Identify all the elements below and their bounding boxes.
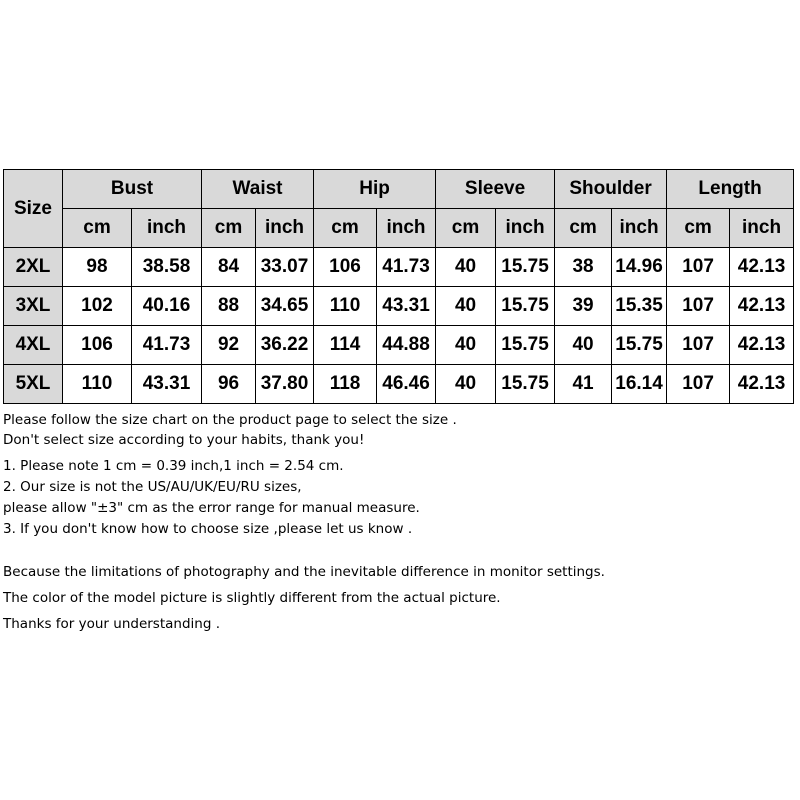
measurement-cell: 33.07 <box>256 248 314 287</box>
measurement-cell: 40 <box>436 248 496 287</box>
note-list-item: 1. Please note 1 cm = 0.39 inch,1 inch = 2.54 cm. <box>3 458 344 474</box>
unit-header-inch: inch <box>256 209 314 248</box>
measurement-cell: 106 <box>63 326 132 365</box>
measurement-cell: 38.58 <box>132 248 202 287</box>
group-header-row <box>4 170 794 209</box>
measurement-cell: 42.13 <box>730 326 794 365</box>
measurement-cell: 39 <box>555 287 612 326</box>
measurement-cell: 107 <box>667 326 730 365</box>
waist-header: Waist <box>202 170 314 209</box>
measurement-cell: 42.13 <box>730 365 794 404</box>
size-notes <box>3 410 793 637</box>
bust-header: Bust <box>63 170 202 209</box>
measurement-cell: 43.31 <box>132 365 202 404</box>
size-column-header: Size <box>4 170 63 248</box>
measurement-cell: 36.22 <box>256 326 314 365</box>
table-row <box>4 248 794 287</box>
note-line: Don't select size according to your habits, thank you! <box>3 432 365 448</box>
measurement-cell: 44.88 <box>377 326 436 365</box>
measurement-cell: 40 <box>436 287 496 326</box>
unit-header-cm: cm <box>555 209 612 248</box>
note-list-item: 3. If you don't know how to choose size ,please let us know . <box>3 521 413 537</box>
hip-header: Hip <box>314 170 436 209</box>
measurement-cell: 118 <box>314 365 377 404</box>
measurement-cell: 110 <box>63 365 132 404</box>
measurement-cell: 40 <box>436 326 496 365</box>
table-row <box>4 287 794 326</box>
measurement-cell: 42.13 <box>730 287 794 326</box>
measurement-cell: 88 <box>202 287 256 326</box>
measurement-cell: 15.75 <box>496 326 555 365</box>
disclaimer-line: Because the limitations of photography and the inevitable difference in monitor settings. <box>3 564 605 580</box>
measurement-cell: 41.73 <box>377 248 436 287</box>
disclaimer-line: The color of the model picture is slightly different from the actual picture. <box>3 590 501 606</box>
measurement-cell: 38 <box>555 248 612 287</box>
measurement-cell: 43.31 <box>377 287 436 326</box>
measurement-cell: 34.65 <box>256 287 314 326</box>
measurement-cell: 92 <box>202 326 256 365</box>
disclaimer-line: Thanks for your understanding . <box>3 616 220 632</box>
measurement-cell: 110 <box>314 287 377 326</box>
shoulder-header: Shoulder <box>555 170 667 209</box>
size-label-cell: 3XL <box>4 287 63 326</box>
measurement-cell: 15.75 <box>496 365 555 404</box>
measurement-cell: 16.14 <box>612 365 667 404</box>
measurement-cell: 14.96 <box>612 248 667 287</box>
measurement-cell: 41.73 <box>132 326 202 365</box>
measurement-cell: 107 <box>667 248 730 287</box>
unit-header-inch: inch <box>612 209 667 248</box>
unit-header-inch: inch <box>377 209 436 248</box>
size-table-body <box>4 248 794 404</box>
measurement-cell: 98 <box>63 248 132 287</box>
unit-header-inch: inch <box>496 209 555 248</box>
measurement-cell: 42.13 <box>730 248 794 287</box>
measurement-cell: 37.80 <box>256 365 314 404</box>
measurement-cell: 15.75 <box>496 287 555 326</box>
measurement-cell: 106 <box>314 248 377 287</box>
length-header: Length <box>667 170 794 209</box>
measurement-cell: 15.75 <box>612 326 667 365</box>
sleeve-header: Sleeve <box>436 170 555 209</box>
note-line: Please follow the size chart on the product page to select the size . <box>3 412 457 428</box>
unit-header-inch: inch <box>132 209 202 248</box>
unit-header-cm: cm <box>667 209 730 248</box>
unit-header-cm: cm <box>202 209 256 248</box>
measurement-cell: 40 <box>436 365 496 404</box>
unit-header-cm: cm <box>63 209 132 248</box>
size-label-cell: 2XL <box>4 248 63 287</box>
size-label-cell: 5XL <box>4 365 63 404</box>
measurement-cell: 15.75 <box>496 248 555 287</box>
size-label-cell: 4XL <box>4 326 63 365</box>
measurement-cell: 107 <box>667 287 730 326</box>
unit-header-row <box>4 209 794 248</box>
unit-header-cm: cm <box>436 209 496 248</box>
table-row <box>4 326 794 365</box>
measurement-cell: 41 <box>555 365 612 404</box>
measurement-cell: 40 <box>555 326 612 365</box>
measurement-cell: 46.46 <box>377 365 436 404</box>
note-list-item: please allow "±3" cm as the error range for manual measure. <box>3 500 420 516</box>
unit-header-inch: inch <box>730 209 794 248</box>
measurement-cell: 102 <box>63 287 132 326</box>
measurement-cell: 84 <box>202 248 256 287</box>
measurement-cell: 40.16 <box>132 287 202 326</box>
table-row <box>4 365 794 404</box>
unit-header-cm: cm <box>314 209 377 248</box>
size-chart-table <box>3 169 794 404</box>
measurement-cell: 15.35 <box>612 287 667 326</box>
note-list-item: 2. Our size is not the US/AU/UK/EU/RU sizes, <box>3 479 302 495</box>
measurement-cell: 96 <box>202 365 256 404</box>
measurement-cell: 107 <box>667 365 730 404</box>
measurement-cell: 114 <box>314 326 377 365</box>
